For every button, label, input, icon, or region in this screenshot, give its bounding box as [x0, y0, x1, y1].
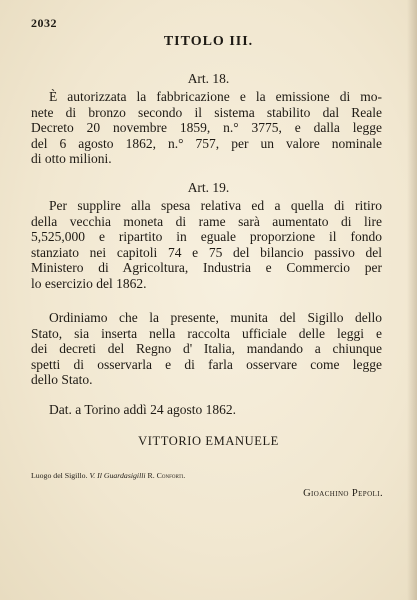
text-line: Decreto 20 novembre 1859, n.° 3775, e dalla legge	[31, 120, 382, 136]
king-signature: VITTORIO EMANUELE	[138, 434, 279, 448]
text-line: lo esercizio del 1862.	[31, 275, 147, 291]
text-line: nete di bronzo secondo il sistema stabilito dal Reale	[31, 104, 382, 120]
article-18-text	[31, 89, 382, 167]
minister-signature: Gioachino Pepoli.	[303, 488, 383, 499]
text-line: spetti di osservarla e di farla osservare come legge	[31, 356, 382, 372]
article-19-text	[31, 198, 382, 292]
closing-formula	[31, 310, 382, 388]
date-place-line: Dat. a Torino addì 24 agosto 1862.	[49, 402, 237, 417]
text-line: stanziato nei capitoli 74 e 75 del bilancio passivo del	[31, 244, 382, 260]
seal-prefix: Luogo del Sigillo.	[31, 471, 88, 480]
text-line: della vecchia moneta di rame sarà aumentato di lire	[31, 213, 382, 229]
text-line: del 6 agosto 1862, n.° 757, per un valore nominale	[31, 135, 382, 151]
seal-guardasigilli: V. Il Guardasigilli	[89, 471, 146, 480]
text-line: Per supplire alla spesa relativa ed a quella di ritiro	[49, 198, 382, 213]
text-line: dello Stato.	[31, 372, 93, 388]
page-number: 2032	[31, 16, 57, 30]
text-line: Ministero di Agricoltura, Industria e Commercio per	[31, 260, 382, 276]
article-18-heading: Art. 18.	[187, 71, 230, 86]
article-19-heading: Art. 19.	[187, 180, 230, 195]
text-line: 5,525,000 e ripartito in eguale proporzione il fondo	[31, 229, 382, 245]
seal-name: R. Conforti.	[147, 471, 186, 480]
text-line: di otto milioni.	[31, 151, 112, 167]
text-line: Stato, sia inserta nella raccolta ufficiale delle leggi e	[31, 325, 382, 341]
text-line: dei decreti del Regno d' Italia, mandando a chiunque	[31, 341, 382, 357]
text-line: Ordiniamo che la presente, munita del Sigillo dello	[49, 310, 382, 325]
seal-line	[31, 471, 185, 480]
page-edge-shadow	[407, 0, 417, 600]
text-line: È autorizzata la fabbricazione e la emissione di mo-	[49, 89, 382, 104]
section-title: TITOLO III.	[163, 34, 254, 49]
